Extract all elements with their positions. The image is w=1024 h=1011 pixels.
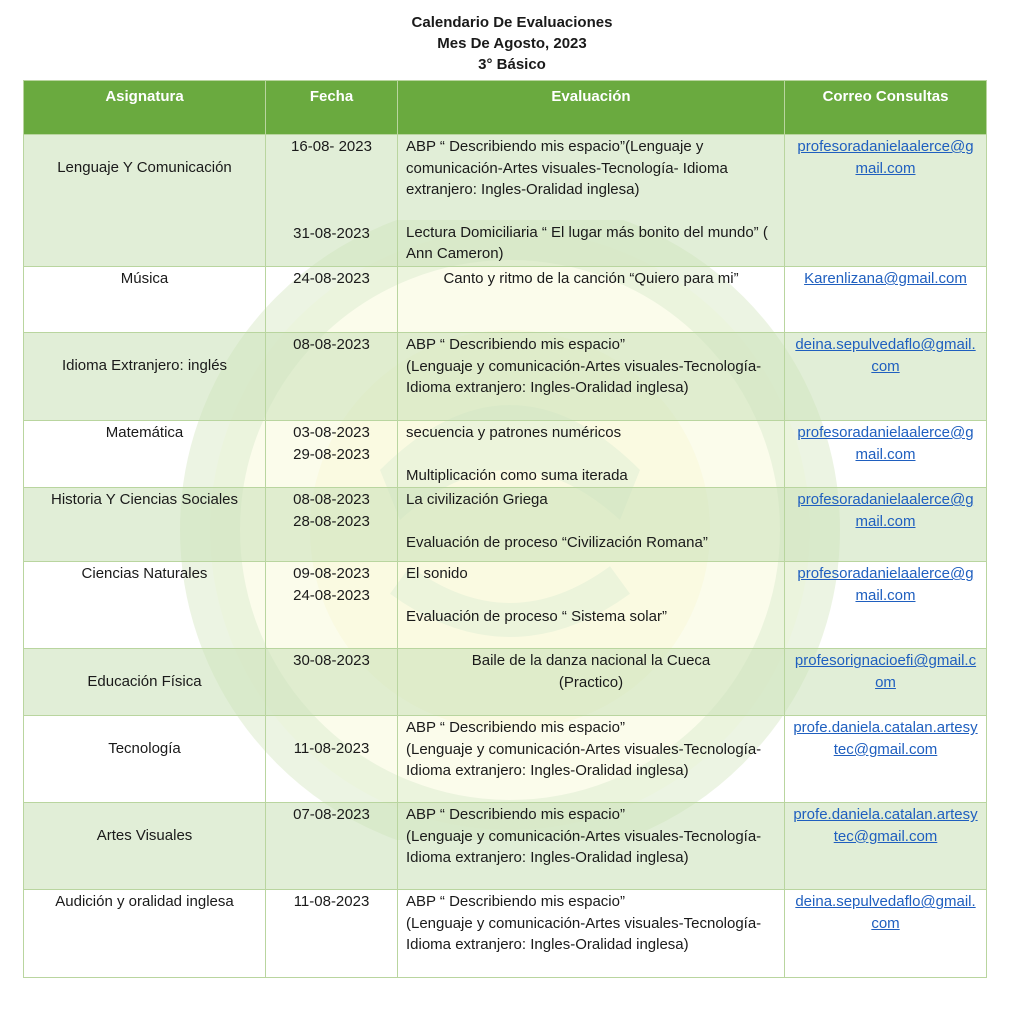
evaluation-text: Baile de la danza nacional la Cueca <box>471 652 711 670</box>
evaluation-cell <box>398 803 785 890</box>
email-link[interactable]: deina.sepulvedaflo@gmail.com <box>795 893 976 932</box>
table-row <box>24 332 987 420</box>
evaluation-text: Evaluación de proceso “Civilización Romana” <box>406 533 708 551</box>
evaluation-cell <box>398 135 785 267</box>
evaluation-text: ABP “ Describiendo mis espacio” <box>406 335 625 353</box>
date-value: 09-08-2023 <box>293 565 370 583</box>
evaluation-text: Evaluación de proceso “ Sistema solar” <box>406 607 667 625</box>
evaluation-text: La civilización Griega <box>406 491 548 509</box>
document-title: Calendario De Evaluaciones <box>411 14 613 31</box>
subject-cell: Educación Física <box>24 649 266 716</box>
email-link[interactable]: profesoradanielaalerce@gmail.com <box>797 565 974 604</box>
column-header-evaluation: Evaluación <box>398 81 785 135</box>
date-cell <box>266 562 398 649</box>
table-row <box>24 716 987 803</box>
date-value: 28-08-2023 <box>293 512 370 530</box>
email-link[interactable]: profesoradanielaalerce@gmail.com <box>797 491 974 530</box>
date-cell <box>266 803 398 890</box>
date-cell <box>266 649 398 716</box>
email-link[interactable]: profesoradanielaalerce@gmail.com <box>797 423 974 463</box>
email-cell <box>785 890 987 978</box>
email-link[interactable]: profesorignacioefi@gmail.com <box>794 652 977 691</box>
evaluation-cell <box>398 266 785 332</box>
date-value: 24-08-2023 <box>293 269 370 287</box>
table-row <box>24 135 987 267</box>
email-cell <box>785 649 987 716</box>
evaluation-cell <box>398 562 785 649</box>
date-value: 08-08-2023 <box>293 491 370 509</box>
date-cell <box>266 890 398 978</box>
evaluation-cell <box>398 420 785 487</box>
table-header-row <box>24 81 987 135</box>
date-cell <box>266 135 398 267</box>
email-cell <box>785 716 987 803</box>
email-cell <box>785 488 987 562</box>
email-cell <box>785 266 987 332</box>
evaluation-text: ABP “ Describiendo mis espacio”(Lenguaje y comunicación-Artes visuales-Tecnología- Idioma extranjero: Ingles-Oralidad inglesa) <box>406 138 728 199</box>
subject-cell: Artes Visuales <box>24 803 266 890</box>
subject-cell: Idioma Extranjero: inglés <box>24 332 266 420</box>
date-cell <box>266 420 398 487</box>
evaluation-text: ABP “ Describiendo mis espacio” <box>406 719 625 737</box>
document-grade: 3° Básico <box>478 56 546 73</box>
evaluation-cell <box>398 716 785 803</box>
email-cell <box>785 562 987 649</box>
document-header <box>0 12 1024 75</box>
email-cell <box>785 332 987 420</box>
evaluation-cell <box>398 890 785 978</box>
email-link[interactable]: profesoradanielaalerce@gmail.com <box>797 138 974 177</box>
evaluation-text: (Lenguaje y comunicación-Artes visuales-Tecnología- Idioma extranjero: Ingles-Oralidad inglesa) <box>406 357 762 397</box>
table-row <box>24 649 987 716</box>
date-cell <box>266 266 398 332</box>
evaluation-text: Canto y ritmo de la canción “Quiero para mi” <box>443 269 739 287</box>
evaluation-text: secuencia y patrones numéricos <box>406 423 622 441</box>
column-header-email: Correo Consultas <box>785 81 987 135</box>
email-cell <box>785 803 987 890</box>
evaluation-text: Lectura Domiciliaria “ El lugar más bonito del mundo” ( Ann Cameron) <box>406 223 768 263</box>
document-month: Mes De Agosto, 2023 <box>437 35 587 52</box>
table-row <box>24 420 987 487</box>
subject-cell: Tecnología <box>24 716 266 803</box>
evaluation-text: Multiplicación como suma iterada <box>406 466 628 484</box>
evaluation-text: ABP “ Describiendo mis espacio” <box>406 806 625 824</box>
email-link[interactable]: profe.daniela.catalan.artesytec@gmail.com <box>793 719 978 758</box>
column-header-subject: Asignatura <box>24 81 266 135</box>
evaluation-cell <box>398 332 785 420</box>
table-row <box>24 890 987 978</box>
email-link[interactable]: profe.daniela.catalan.artesytec@gmail.com <box>793 806 978 845</box>
subject-cell: Música <box>24 266 266 332</box>
date-value: 29-08-2023 <box>293 445 370 463</box>
evaluation-text: (Practico) <box>558 673 624 691</box>
date-value: 30-08-2023 <box>293 652 370 670</box>
date-value: 16-08- 2023 <box>291 138 372 155</box>
table-row <box>24 488 987 562</box>
evaluation-cell <box>398 488 785 562</box>
date-value: 24-08-2023 <box>293 586 370 604</box>
table-row <box>24 266 987 332</box>
date-cell <box>266 716 398 803</box>
email-cell <box>785 420 987 487</box>
date-value: 08-08-2023 <box>293 335 370 353</box>
subject-cell: Historia Y Ciencias Sociales <box>24 488 266 562</box>
date-value: 11-08-2023 <box>293 740 370 758</box>
subject-cell: Lenguaje Y Comunicación <box>24 135 266 267</box>
evaluation-text: (Lenguaje y comunicación-Artes visuales-Tecnología- Idioma extranjero: Ingles-Oralidad inglesa) <box>406 914 762 954</box>
table-row <box>24 803 987 890</box>
subject-cell: Ciencias Naturales <box>24 562 266 649</box>
table-row <box>24 562 987 649</box>
subject-cell: Matemática <box>24 420 266 487</box>
email-cell <box>785 135 987 267</box>
date-cell <box>266 332 398 420</box>
evaluation-text: (Lenguaje y comunicación-Artes visuales-Tecnología- Idioma extranjero: Ingles-Oralidad inglesa) <box>406 740 762 780</box>
evaluation-text: (Lenguaje y comunicación-Artes visuales-Tecnología- Idioma extranjero: Ingles-Oralidad inglesa) <box>406 827 762 867</box>
date-value: 31-08-2023 <box>293 224 370 242</box>
email-link[interactable]: Karenlizana@gmail.com <box>804 269 967 287</box>
evaluation-text: El sonido <box>406 565 468 583</box>
email-link[interactable]: deina.sepulvedaflo@gmail.com <box>795 335 976 375</box>
evaluation-text: ABP “ Describiendo mis espacio” <box>406 893 625 911</box>
date-cell <box>266 488 398 562</box>
column-header-date: Fecha <box>266 81 398 135</box>
date-value: 07-08-2023 <box>293 806 370 824</box>
date-value: 11-08-2023 <box>293 893 370 911</box>
evaluation-calendar-table <box>23 80 987 978</box>
subject-cell: Audición y oralidad inglesa <box>24 890 266 978</box>
date-value: 03-08-2023 <box>293 423 370 441</box>
evaluation-cell <box>398 649 785 716</box>
